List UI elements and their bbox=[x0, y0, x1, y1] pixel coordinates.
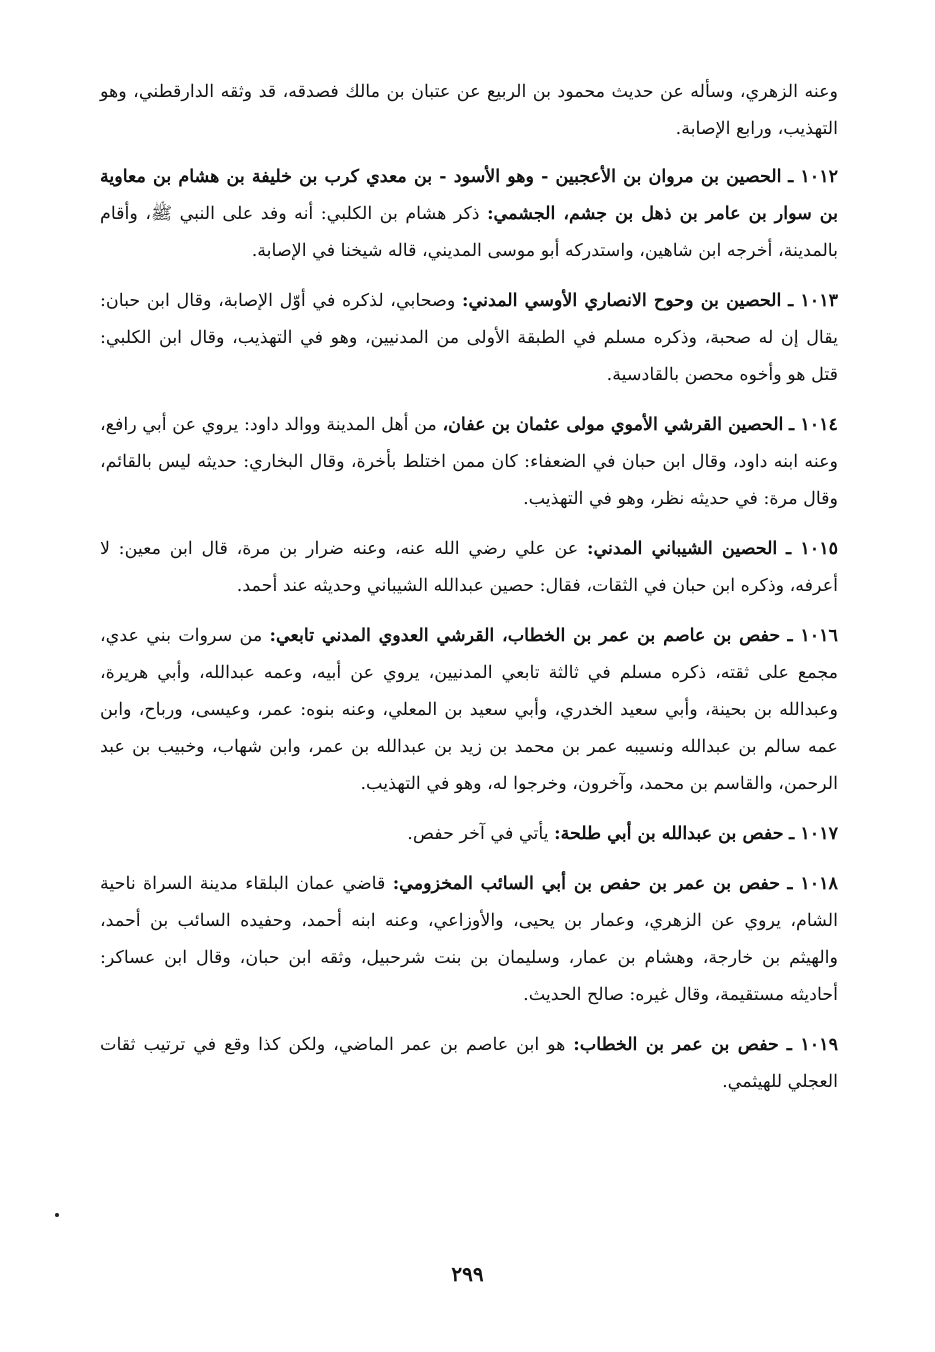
entry-text: من أهل المدينة ووالد داود: يروي عن أبي رافع، وعنه ابنه داود، وقال ابن حبان في الضعفاء: كان ممن اختلط بأخرة، وقال البخاري: حديثه ليس بالقائم، وقال مرة: في حديثه نظر، وهو في التهذيب. bbox=[100, 415, 838, 509]
entry-name: حفص بن عاصم بن عمر بن الخطاب، القرشي العدوي المدني تابعي: bbox=[269, 626, 781, 646]
entry-1012 bbox=[100, 159, 838, 270]
entry-1018 bbox=[100, 866, 838, 1014]
continuation-paragraph: وعنه الزهري، وسأله عن حديث محمود بن الربيع عن عتبان بن مالك فصدقه، قد وثقه الدارقطني، وهو التهذيب، ورابع الإصابة. bbox=[100, 82, 838, 139]
entry-text: وصحابي، لذكره في أوّل الإصابة، وقال ابن حبان: يقال إن له صحبة، وذكره مسلم في الطبقة الأولى من المدنيين، وهو في التهذيب، وقال ابن الكلبي: قتل هو وأخوه محصن بالقادسية. bbox=[100, 291, 838, 385]
entry-1013 bbox=[100, 283, 838, 394]
entry-number: ١٠١٦ ـ bbox=[787, 626, 838, 646]
entry-name: الحصين الشيباني المدني: bbox=[586, 539, 778, 559]
entry-text: ذكر هشام بن الكلبي: أنه وفد على النبي ﷺ، وأقام بالمدينة، أخرجه ابن شاهين، واستدركه أبو موسى المديني، قاله شيخنا في الإصابة. bbox=[100, 204, 838, 261]
entry-number: ١٠١٢ ـ bbox=[788, 167, 838, 187]
entry-name: حفص بن عمر بن الخطاب: bbox=[573, 1035, 779, 1055]
entry-number: ١٠١٣ ـ bbox=[788, 291, 838, 311]
entry-1015 bbox=[100, 531, 838, 605]
entry-number: ١٠١٧ ـ bbox=[789, 824, 838, 844]
entry-text: عن علي رضي الله عنه، وعنه ضرار بن مرة، قال ابن معين: لا أعرفه، وذكره ابن حبان في الثقات، فقال: حصين عبدالله الشيباني وحديثه عند أحمد. bbox=[100, 539, 838, 596]
entry-number: ١٠١٨ ـ bbox=[787, 874, 838, 894]
entry-text: قاضي عمان البلقاء مدينة السراة ناحية الشام، يروي عن الزهري، وعمار بن يحيى، والأوزاعي، وعنه ابنه أحمد، وحفيده السائب بن أحمد، والهيثم بن خارجة، وهشام بن عمار، وسليمان بن بنت شرحبيل، وثقه ابن حبان، وقال ابن عساكر: أحاديثه مستقيمة، وقال غيره: صالح الحديث. bbox=[100, 874, 838, 1005]
entry-number: ١٠١٥ ـ bbox=[786, 539, 838, 559]
entry-name: الحصين بن وحوح الانصاري الأوسي المدني: bbox=[462, 291, 782, 311]
entry-1014 bbox=[100, 407, 838, 518]
entry-name: حفص بن عمر بن حفص بن أبي السائب المخزومي: bbox=[392, 874, 781, 894]
entry-1017 bbox=[100, 816, 838, 853]
entry-1016 bbox=[100, 618, 838, 803]
page-number: ٢٩٩ bbox=[451, 1262, 484, 1286]
entry-number: ١٠١٤ ـ bbox=[789, 415, 838, 435]
entry-name: حفص بن عبدالله بن أبي طلحة: bbox=[554, 824, 784, 844]
entry-text: من سروات بني عدي، مجمع على ثقته، ذكره مسلم في ثالثة تابعي المدنيين، يروي عن أبيه، وعمه عبدالله، وأبي هريرة، وعبدالله بن بحينة، وأبي سعيد الخدري، وأبي سعيد بن المعلي، وعنه بنوه: عمر، وعيسى، ورباح، وابن عمه سالم بن عبدالله ونسيبه عمر بن محمد بن زيد بن عبدالله بن عمر، وابن شهاب، وخبيب بن عبد الرحمن، والقاسم بن محمد، وآخرون، وخرجوا له، وهو في التهذيب. bbox=[100, 626, 838, 794]
page-body bbox=[100, 74, 838, 1114]
entry-text: هو ابن عاصم بن عمر الماضي، ولكن كذا وقع في ترتيب ثقات العجلي للهيثمي. bbox=[100, 1035, 838, 1092]
entry-number: ١٠١٩ ـ bbox=[786, 1035, 838, 1055]
margin-dot bbox=[55, 1213, 59, 1217]
entry-name: الحصين بن مروان بن الأعجبين - وهو الأسود - بن معدي كرب بن خليفة بن هشام بن معاوية بن سوار بن عامر بن ذهل بن جشم، الجشمي: bbox=[100, 167, 838, 224]
entry-name: الحصين القرشي الأموي مولى عثمان بن عفان، bbox=[442, 415, 784, 435]
entry-1019 bbox=[100, 1027, 838, 1101]
entry-text: يأتي في آخر حفص. bbox=[407, 824, 549, 844]
